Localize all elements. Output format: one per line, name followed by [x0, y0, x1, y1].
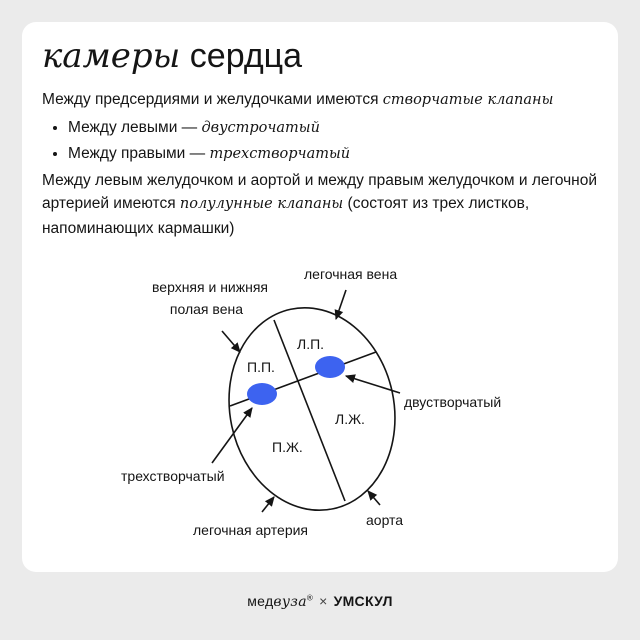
paragraph-emphasis: полулунные клапаны	[179, 196, 344, 212]
chamber-lv-label: Л.Ж.	[335, 411, 365, 427]
vena-cava-label-line1: верхняя и нижняя	[152, 279, 268, 295]
title-italic: камеры	[42, 36, 181, 76]
pulmonary-artery-label: легочная артерия	[193, 522, 309, 538]
paragraph-text-after: (состоят из трех листков, напоминающих кармашки)	[42, 195, 530, 237]
tricuspid-arrow	[212, 408, 252, 463]
tricuspid-valve	[247, 383, 277, 405]
pulmonary-vein-arrow	[336, 290, 346, 319]
bicuspid-valve	[315, 356, 345, 378]
medvuza-logo: медвуза®	[247, 593, 314, 610]
chamber-rv-label: П.Ж.	[272, 439, 303, 455]
intro-emphasis: створчатые клапаны	[382, 92, 554, 108]
list-item-text: Между левыми —	[68, 118, 202, 136]
heart-outline	[211, 292, 414, 526]
tricuspid-label: трехстворчатый	[121, 468, 225, 484]
vena-cava-label-line2: полая вена	[169, 301, 243, 317]
chamber-la-label: Л.П.	[297, 336, 325, 352]
list-item-text: Между правыми —	[68, 144, 210, 162]
pulmonary-vein-label: легочная вена	[304, 266, 398, 282]
bicuspid-arrow	[346, 376, 400, 393]
aorta-arrow	[368, 491, 380, 505]
umskul-logo: УМСКУЛ	[333, 593, 393, 609]
paragraph-text: Между левым желудочком и аортой и между правым желудочком и легочной артерией имеются	[42, 171, 598, 212]
intro-text: Между предсердиями и желудочками имеются	[42, 91, 383, 108]
aorta-label: аорта	[366, 512, 404, 528]
list-item-emphasis: двустрочатый	[201, 119, 320, 136]
title-regular: сердца	[189, 37, 303, 75]
brand-separator: ×	[319, 593, 328, 609]
bicuspid-label: двустворчатый	[404, 394, 502, 410]
pulmonary-artery-arrow	[262, 497, 274, 512]
footer-brands	[0, 593, 640, 610]
chamber-ra-label: П.П.	[247, 359, 275, 375]
list-item-emphasis: трехстворчатый	[209, 145, 351, 162]
vena-cava-arrow	[222, 331, 240, 352]
